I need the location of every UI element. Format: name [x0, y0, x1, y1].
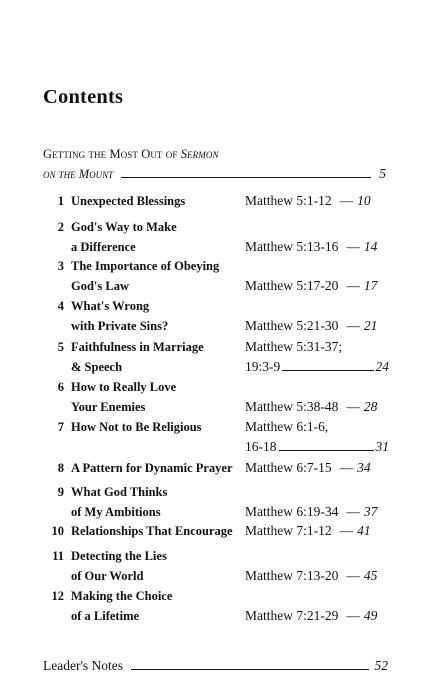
page-number: 14 [363, 239, 378, 254]
leaders-notes-label: Leader's Notes [43, 658, 124, 673]
toc-entry [43, 217, 389, 257]
entry-title-line: of a Lifetime [71, 609, 140, 623]
leaders-notes-entry [43, 658, 388, 674]
dot-leader [282, 370, 373, 371]
entry-number: 7 [57, 420, 64, 434]
toc-entry [43, 458, 389, 478]
em-dash: — [339, 523, 354, 538]
entry-title-line: of Our World [71, 569, 144, 583]
em-dash: — [346, 608, 360, 623]
entry-title-line: God's Law [71, 279, 130, 293]
intro-title-text: Getting the Most Out of [43, 147, 178, 161]
intro-title-italic: Sermon [180, 147, 219, 161]
entry-title-line: What God Thinks [71, 485, 168, 499]
entry-title [71, 546, 249, 586]
entry-title-line: How Not to Be Religious [71, 420, 202, 434]
entry-title-line: What's Wrong [71, 299, 150, 313]
toc-entry [43, 521, 389, 541]
entry-title-line: Faithfulness in Marriage [71, 340, 204, 354]
em-dash: — [346, 318, 360, 333]
reference-text: 16-18 [245, 439, 277, 454]
page-number: 24 [375, 359, 389, 374]
em-dash: — [346, 399, 360, 414]
reference-text: Matthew 6:1-6, [245, 419, 329, 434]
intro-page-number: 5 [379, 166, 386, 181]
entry-number: 4 [57, 299, 64, 313]
page-number: 28 [363, 399, 378, 414]
reference-text: Matthew 5:13-16 [245, 239, 339, 254]
entry-number: 1 [57, 194, 64, 208]
page-title: Contents [43, 86, 124, 108]
entry-number: 9 [57, 485, 64, 499]
toc-entry [43, 546, 389, 586]
entry-reference [245, 337, 389, 377]
page-number: 45 [363, 568, 378, 583]
entry-title-line: God's Way to Make [71, 220, 177, 234]
reference-text: Matthew 7:13-20 [245, 568, 339, 583]
entry-title-line: The Importance of Obeying [71, 259, 220, 273]
entry-title-line: How to Really Love [71, 380, 177, 394]
toc-entry [43, 482, 389, 522]
entry-number: 3 [57, 259, 64, 273]
entry-number: 2 [57, 220, 64, 234]
entry-number: 11 [52, 549, 64, 563]
entry-title [71, 586, 249, 626]
page-number: 49 [363, 608, 378, 623]
dot-leader [121, 177, 371, 178]
entry-title [71, 521, 249, 541]
entry-title-line: a Difference [71, 240, 136, 254]
entry-title-line: A Pattern for Dynamic Prayer [71, 461, 233, 475]
toc-entry [43, 296, 389, 336]
entry-title-line: of My Ambitions [71, 505, 161, 519]
entry-title [71, 377, 249, 417]
entry-reference [245, 521, 389, 541]
reference-text: Matthew 5:31-37; [245, 339, 343, 354]
reference-text: Matthew 5:17-20 [245, 278, 339, 293]
entry-title-line: Your Enemies [71, 400, 146, 414]
entry-number: 6 [57, 380, 64, 394]
intro-title-line1 [43, 147, 219, 162]
intro-title-line2 [43, 166, 386, 182]
entry-number: 8 [57, 461, 64, 475]
em-dash: — [339, 193, 354, 208]
entry-title [71, 417, 249, 437]
entry-title [71, 482, 249, 522]
entry-number: 10 [51, 524, 64, 538]
entry-title-line: Unexpected Blessings [71, 194, 186, 208]
em-dash: — [346, 568, 360, 583]
reference-text: Matthew 6:7-15 [245, 460, 332, 475]
reference-text: Matthew 5:38-48 [245, 399, 339, 414]
em-dash: — [339, 460, 354, 475]
entry-title-line: & Speech [71, 360, 123, 374]
entry-title-line: Relationships That Encourage [71, 524, 233, 538]
entry-title-line: Detecting the Lies [71, 549, 167, 563]
entry-title-line: with Private Sins? [71, 319, 169, 333]
leaders-notes-page-number: 52 [374, 658, 388, 673]
entry-title [71, 217, 249, 257]
intro-title-line2-text: on the Mount [43, 167, 114, 181]
entry-title [71, 458, 249, 478]
entry-title [71, 296, 249, 336]
entry-number: 5 [57, 340, 64, 354]
dot-leader [131, 669, 368, 670]
page-number: 34 [357, 460, 371, 475]
toc-entry [43, 377, 389, 417]
reference-text: Matthew 5:1-12 [245, 193, 332, 208]
em-dash: — [346, 239, 360, 254]
page-number: 21 [363, 318, 378, 333]
dot-leader [279, 450, 374, 451]
reference-text: Matthew 7:21-29 [245, 608, 339, 623]
toc-entry [43, 256, 389, 296]
reference-text: Matthew 7:1-12 [245, 523, 332, 538]
em-dash: — [346, 504, 360, 519]
em-dash: — [346, 278, 360, 293]
toc-entry [43, 417, 389, 457]
entry-reference [245, 417, 389, 457]
entry-title [71, 337, 249, 377]
reference-text: Matthew 5:21-30 [245, 318, 339, 333]
toc-entry [43, 586, 389, 626]
toc-entry [43, 191, 389, 211]
entry-title [71, 256, 249, 296]
page-number: 37 [363, 504, 378, 519]
toc-entry [43, 337, 389, 377]
entry-reference [245, 586, 389, 646]
reference-text: 19:3-9 [245, 359, 281, 374]
page-number: 41 [357, 523, 371, 538]
page-number: 17 [363, 278, 378, 293]
entry-reference [245, 458, 389, 478]
entry-title [71, 191, 249, 211]
entry-reference [245, 191, 389, 211]
entry-title-line: Making the Choice [71, 589, 173, 603]
page-number: 31 [375, 439, 389, 454]
page-number: 10 [357, 193, 371, 208]
entry-number: 12 [51, 589, 64, 603]
reference-text: Matthew 6:19-34 [245, 504, 339, 519]
